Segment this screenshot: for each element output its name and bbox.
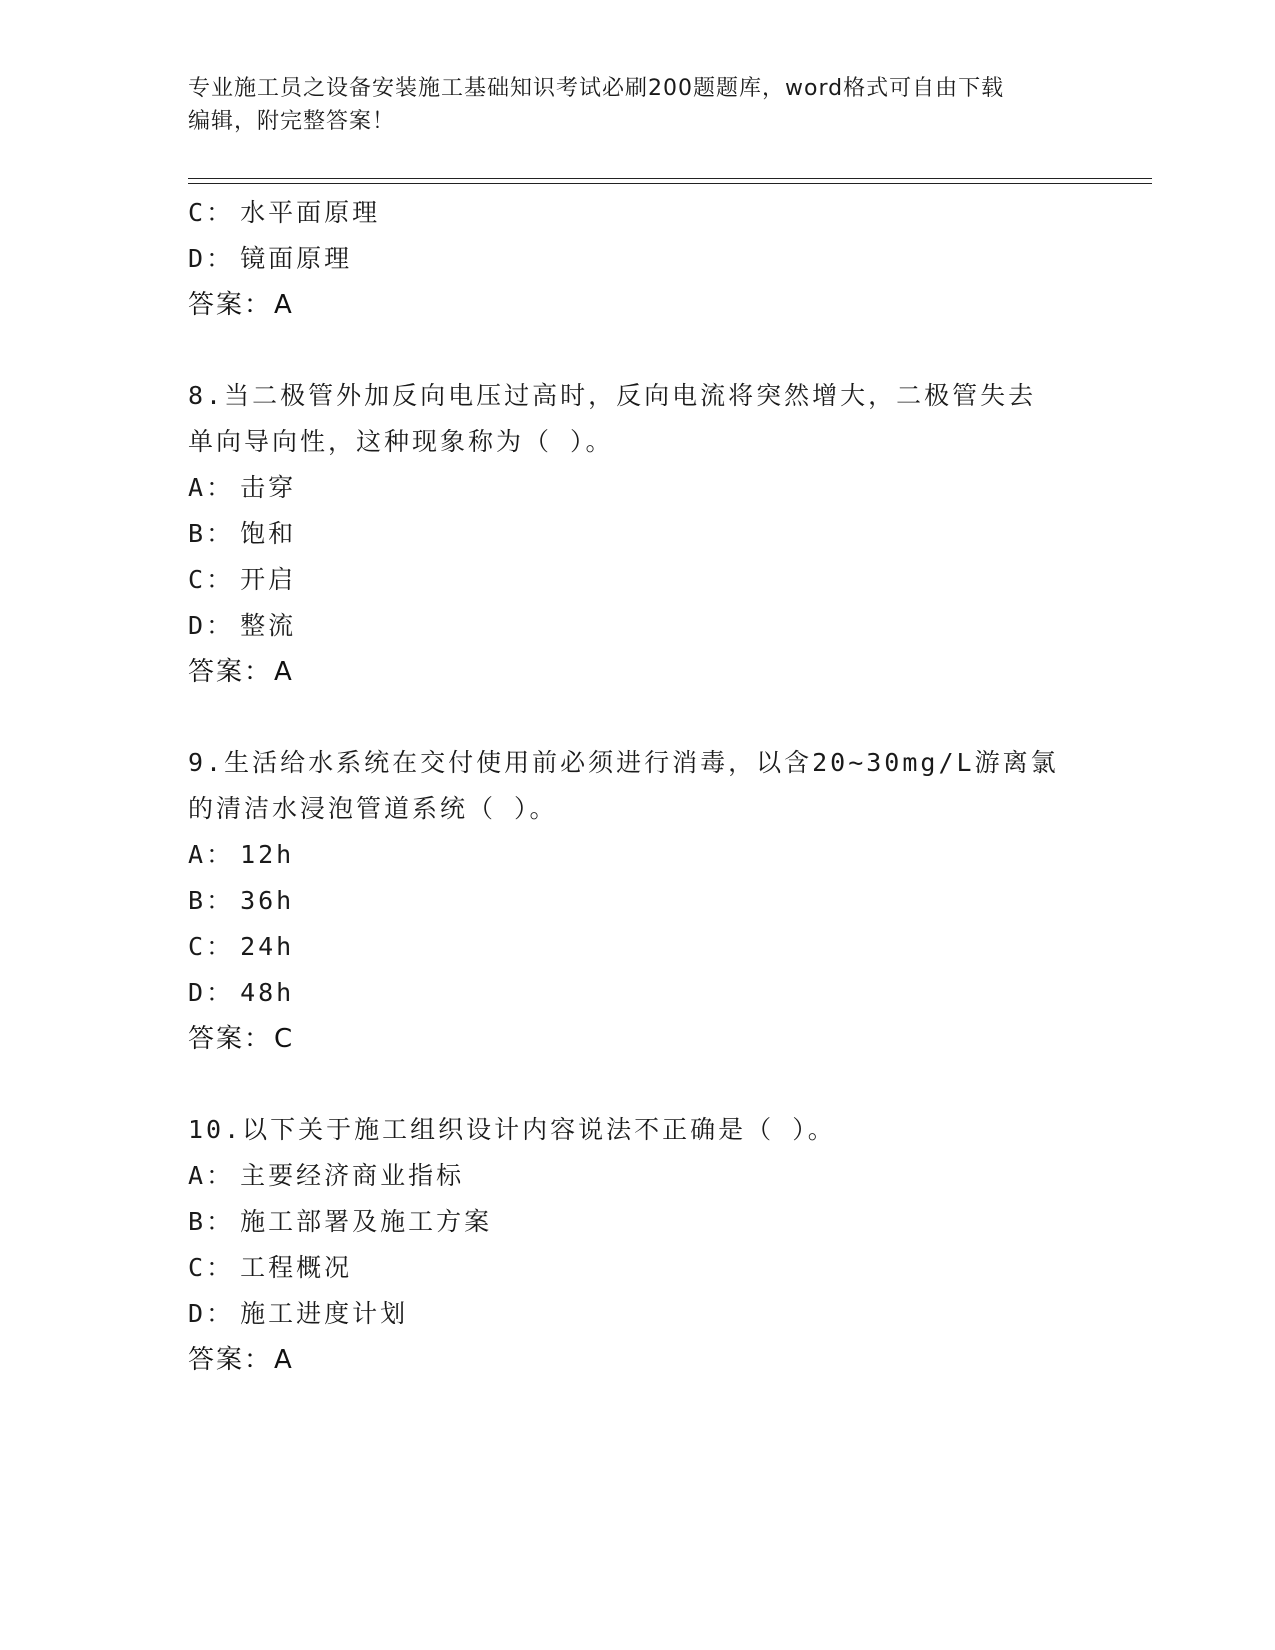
answer-line: [188, 1016, 1088, 1062]
option-text: 12h: [240, 840, 295, 869]
answer-label: 答案：: [188, 657, 273, 687]
option-separator: ：: [206, 978, 235, 1007]
header-line-2: 编辑，附完整答案！: [188, 109, 396, 134]
question-stem-line: 8.当二极管外加反向电压过高时，反向电流将突然增大，二极管失去: [188, 381, 1037, 410]
option-text: 36h: [240, 886, 295, 915]
header-divider-top: [188, 178, 1152, 179]
option-separator: ：: [206, 519, 235, 548]
question-stem-line: 单向导向性，这种现象称为（ ）。: [188, 427, 614, 456]
option-letter: D: [188, 611, 207, 640]
option-letter: C: [188, 1253, 207, 1282]
option-text: 48h: [240, 978, 295, 1007]
option-separator: ：: [206, 840, 235, 869]
option-c: [188, 1245, 1088, 1291]
question-stem-line: 10.以下关于施工组织设计内容说法不正确是（ ）。: [188, 1115, 836, 1144]
option-text: 饱和: [240, 519, 297, 548]
answer-label: 答案：: [188, 1345, 273, 1375]
option-separator: ：: [206, 473, 235, 502]
header-divider-bottom: [188, 183, 1152, 184]
answer-line: [188, 1337, 1088, 1383]
option-letter: B: [188, 519, 207, 548]
question-stem-line: 9.生活给水系统在交付使用前必须进行消毒，以含20~30mg/L游离氯: [188, 748, 1059, 777]
option-separator: ：: [206, 886, 235, 915]
option-text: 工程概况: [240, 1253, 353, 1282]
option-d: [188, 236, 1088, 282]
option-a: [188, 1153, 1088, 1199]
option-text: 整流: [240, 611, 297, 640]
option-a: [188, 465, 1088, 511]
option-separator: ：: [206, 1207, 235, 1236]
option-text: 开启: [240, 565, 297, 594]
option-separator: ：: [206, 1299, 235, 1328]
answer-line: [188, 649, 1088, 695]
option-d: [188, 970, 1088, 1016]
option-letter: A: [188, 840, 207, 869]
question-10: [188, 1107, 1088, 1383]
question-content: [188, 190, 1088, 1383]
option-c: [188, 557, 1088, 603]
option-b: [188, 511, 1088, 557]
option-separator: ：: [206, 198, 235, 227]
question-9: [188, 740, 1088, 1062]
option-letter: A: [188, 1161, 207, 1190]
option-separator: ：: [206, 1161, 235, 1190]
option-letter: D: [188, 244, 207, 273]
option-separator: ：: [206, 1253, 235, 1282]
option-letter: A: [188, 473, 207, 502]
answer-value: C: [274, 1024, 295, 1054]
option-text: 施工进度计划: [240, 1299, 409, 1328]
option-letter: D: [188, 1299, 207, 1328]
answer-label: 答案：: [188, 1024, 273, 1054]
option-separator: ：: [206, 611, 235, 640]
option-c: [188, 190, 1088, 236]
option-letter: B: [188, 886, 207, 915]
option-separator: ：: [206, 244, 235, 273]
option-b: [188, 878, 1088, 924]
option-b: [188, 1199, 1088, 1245]
answer-label: 答案：: [188, 290, 273, 320]
option-d: [188, 1291, 1088, 1337]
option-text: 水平面原理: [240, 198, 381, 227]
answer-line: [188, 282, 1088, 328]
option-text: 镜面原理: [240, 244, 353, 273]
option-letter: B: [188, 1207, 207, 1236]
option-text: 主要经济商业指标: [240, 1161, 465, 1190]
document-header: [188, 72, 1088, 138]
option-letter: D: [188, 978, 207, 1007]
option-letter: C: [188, 198, 207, 227]
question-stem-line: 的清洁水浸泡管道系统（ ）。: [188, 794, 558, 823]
option-a: [188, 832, 1088, 878]
answer-value: A: [274, 657, 294, 687]
option-separator: ：: [206, 565, 235, 594]
option-separator: ：: [206, 932, 235, 961]
previous-question-tail: [188, 190, 1088, 328]
option-letter: C: [188, 565, 207, 594]
option-text: 24h: [240, 932, 295, 961]
question-8: [188, 373, 1088, 695]
answer-value: A: [274, 290, 294, 320]
header-line-1: 专业施工员之设备安装施工基础知识考试必刷200题题库，word格式可自由下载: [188, 76, 1005, 101]
option-text: 击穿: [240, 473, 297, 502]
option-c: [188, 924, 1088, 970]
answer-value: A: [274, 1345, 294, 1375]
option-text: 施工部署及施工方案: [240, 1207, 493, 1236]
option-letter: C: [188, 932, 207, 961]
option-d: [188, 603, 1088, 649]
